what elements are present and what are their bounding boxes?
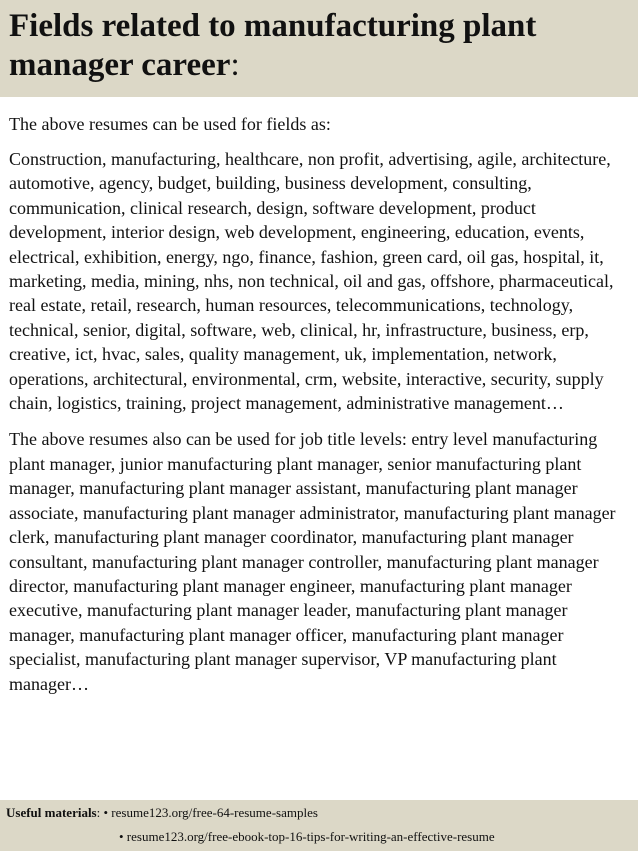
useful-materials-label: Useful materials <box>6 805 97 820</box>
page-title <box>9 7 629 85</box>
title-band <box>0 0 638 97</box>
page-title-text: Fields related to manufacturing plant manager career <box>9 8 537 83</box>
footer-row-2 <box>119 828 495 846</box>
footer-link-2[interactable]: • resume123.org/free-ebook-top-16-tips-for-writing-an-effective-resume <box>119 829 495 844</box>
page-title-colon: : <box>230 47 240 83</box>
job-levels-text: The above resumes also can be used for job title levels: entry level manufacturing plant manager, junior manufacturing plant manager, senior manufacturing plant manager, manufacturing plant manager assistant, manufacturing plant manager associate, manufacturing plant manager administrator, manufacturing plant manager clerk, manufacturing plant manager coordinator, manufacturing plant manager consultant, manufacturing plant manager controller, manufacturing plant manager director, manufacturing plant manager engineer, manufacturing plant manager executive, manufacturing plant manager leader, manufacturing plant manager manager, manufacturing plant manager officer, manufacturing plant manager specialist, manufacturing plant manager supervisor, VP manufacturing plant manager… <box>9 429 616 694</box>
footer-row-1 <box>6 804 318 822</box>
footer-link-1[interactable]: • resume123.org/free-64-resume-samples <box>103 805 318 820</box>
intro-text: The above resumes can be used for fields as: <box>9 114 331 134</box>
footer-band <box>0 800 638 851</box>
content-area <box>9 112 631 802</box>
useful-materials-separator: : <box>96 805 104 820</box>
fields-list-text: Construction, manufacturing, healthcare, non profit, advertising, agile, architecture, automotive, agency, budget, building, business development, consulting, communication, clinical research, design, software development, product development, interior design, web development, engineering, education, events, electrical, exhibition, energy, ngo, finance, fashion, green card, oil gas, hospital, it, marketing, media, mining, nhs, non technical, oil and gas, offshore, pharmaceutical, real estate, retail, research, human resources, telecommunications, technology, technical, senior, digital, software, web, clinical, hr, infrastructure, business, erp, creative, ict, hvac, sales, quality management, uk, implementation, network, operations, architectural, environmental, crm, website, interactive, security, supply chain, logistics, training, project management, administrative management… <box>9 149 614 414</box>
